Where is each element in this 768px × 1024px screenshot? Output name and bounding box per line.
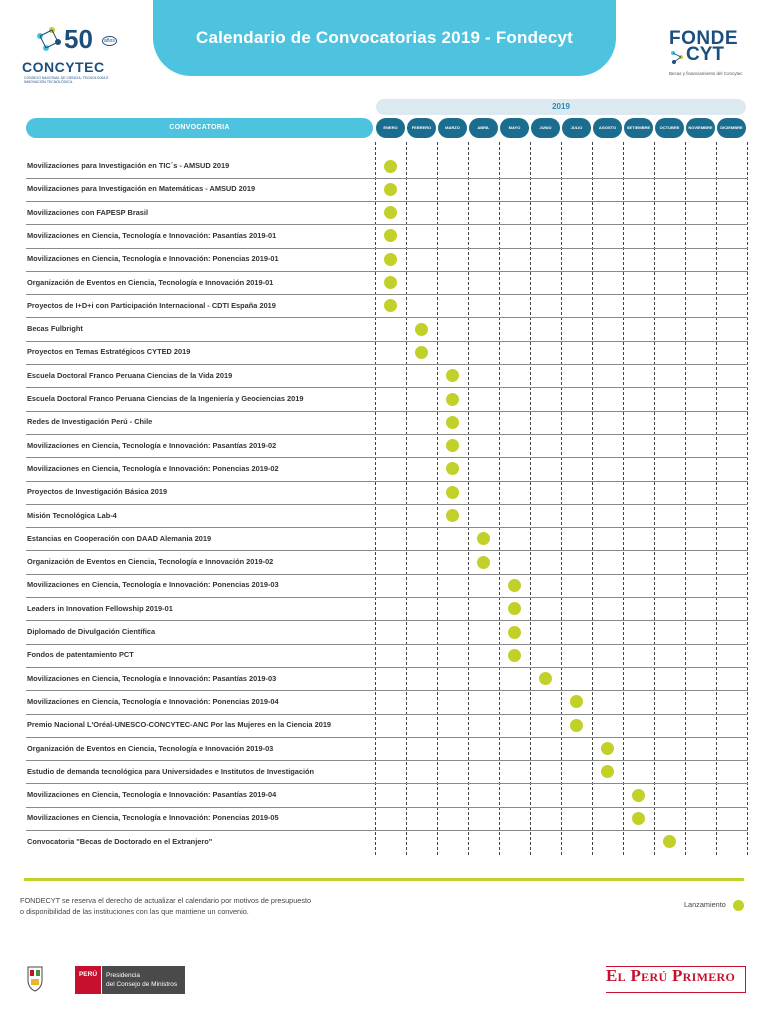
column-divider bbox=[623, 142, 624, 855]
row-divider bbox=[26, 294, 748, 295]
pcm-logo bbox=[27, 966, 178, 994]
launch-dot bbox=[384, 276, 397, 289]
slogan: El Perú Primero bbox=[606, 966, 736, 985]
row-divider bbox=[26, 504, 748, 505]
launch-dot bbox=[570, 695, 583, 708]
launch-dot bbox=[446, 439, 459, 452]
row-divider bbox=[26, 248, 748, 249]
month-header: FEBRERO bbox=[407, 118, 436, 138]
year-bar: 2019 bbox=[376, 99, 746, 115]
row-divider bbox=[26, 644, 748, 645]
row-label: Convocatoria "Becas de Doctorado en el Extranjero" bbox=[27, 836, 213, 846]
launch-dot bbox=[446, 509, 459, 522]
month-header: OCTUBRE bbox=[655, 118, 684, 138]
launch-dot bbox=[415, 323, 428, 336]
launch-dot bbox=[384, 183, 397, 196]
row-label: Redes de Investigación Perú - Chile bbox=[27, 417, 153, 427]
row-divider bbox=[26, 714, 748, 715]
footer-note-line1: FONDECYT se reserva el derecho de actualizar el calendario por motivos de presupuesto bbox=[20, 896, 312, 905]
footer-divider bbox=[24, 878, 744, 881]
launch-dot bbox=[415, 346, 428, 359]
column-divider bbox=[468, 142, 469, 855]
month-header: ENERO bbox=[376, 118, 405, 138]
pcm-peru: PERÚ bbox=[75, 966, 101, 994]
month-header: DICIEMBRE bbox=[717, 118, 746, 138]
row-label: Estudio de demanda tecnológica para Universidades e Institutos de Investigación bbox=[27, 766, 315, 776]
launch-dot bbox=[384, 299, 397, 312]
row-label: Movilizaciones en Ciencia, Tecnología e Innovación: Pasantías 2019-01 bbox=[27, 230, 277, 240]
pcm-line1: Presidencia bbox=[106, 972, 140, 979]
row-label: Movilizaciones para Investigación en TIC´s - AMSUD 2019 bbox=[27, 161, 230, 170]
column-divider bbox=[561, 142, 562, 855]
row-divider bbox=[26, 271, 748, 272]
row-label: Movilizaciones en Ciencia, Tecnología e Innovación: Ponencias 2019-03 bbox=[27, 580, 279, 590]
row-label: Movilizaciones en Ciencia, Tecnología e Innovación: Pasantías 2019-02 bbox=[27, 440, 277, 450]
row-divider bbox=[26, 597, 748, 598]
row-label: Movilizaciones en Ciencia, Tecnología e Innovación: Ponencias 2019-02 bbox=[27, 463, 279, 473]
column-divider bbox=[375, 142, 376, 855]
row-divider bbox=[26, 667, 748, 668]
page-title: Calendario de Convocatorias 2019 - Fondecyt bbox=[195, 28, 574, 47]
month-header: MAYO bbox=[500, 118, 529, 138]
row-divider bbox=[26, 760, 748, 761]
column-divider bbox=[530, 142, 531, 855]
column-divider bbox=[592, 142, 593, 855]
row-label: Movilizaciones en Ciencia, Tecnología e Innovación: Ponencias 2019-05 bbox=[27, 813, 279, 823]
launch-dot bbox=[508, 626, 521, 639]
row-divider bbox=[26, 550, 748, 551]
footer-note bbox=[20, 895, 380, 917]
launch-dot bbox=[477, 556, 490, 569]
month-header: JULIO bbox=[562, 118, 591, 138]
row-label: Misión Tecnológica Lab-4 bbox=[27, 510, 117, 520]
row-label: Premio Nacional L'Oréal-UNESCO-CONCYTEC-ANC Por las Mujeres en la Ciencia 2019 bbox=[27, 720, 332, 730]
row-label: Movilizaciones en Ciencia, Tecnología e Innovación: Ponencias 2019-04 bbox=[27, 696, 279, 706]
fondecyt-line2: CYT bbox=[686, 44, 724, 65]
column-divider bbox=[654, 142, 655, 855]
fondecyt-line1: FONDE bbox=[669, 28, 738, 49]
row-divider bbox=[26, 201, 748, 202]
pcm-line2: del Consejo de Ministros bbox=[106, 981, 178, 988]
row-label: Movilizaciones con FAPESP Brasil bbox=[27, 207, 149, 217]
row-divider bbox=[26, 574, 748, 575]
shield-icon bbox=[27, 966, 43, 992]
row-divider bbox=[26, 317, 748, 318]
launch-dot bbox=[508, 602, 521, 615]
row-divider bbox=[26, 620, 748, 621]
month-header: JUNIO bbox=[531, 118, 560, 138]
row-divider bbox=[26, 387, 748, 388]
row-label: Diplomado de Divulgación Científica bbox=[27, 627, 156, 636]
column-divider bbox=[716, 142, 717, 855]
row-divider bbox=[26, 224, 748, 225]
row-label: Leaders in Innovation Fellowship 2019-01 bbox=[27, 603, 173, 613]
launch-dot bbox=[477, 532, 490, 545]
month-header: SETIEMBRE bbox=[624, 118, 653, 138]
concytec-subtitle: CONSEJO NACIONAL DE CIENCIA, TECNOLOGÍA E INNOVACIÓN TECNOLÓGICA bbox=[24, 76, 109, 84]
launch-dot bbox=[384, 253, 397, 266]
molecule-icon bbox=[34, 26, 64, 56]
title-banner bbox=[153, 0, 616, 76]
launch-dot bbox=[446, 462, 459, 475]
column-divider bbox=[685, 142, 686, 855]
row-divider bbox=[26, 364, 748, 365]
row-label: Movilizaciones para Investigación en Matemáticas - AMSUD 2019 bbox=[27, 184, 256, 194]
row-label: Becas Fulbright bbox=[27, 324, 83, 334]
row-label: Fondos de patentamiento PCT bbox=[27, 650, 134, 660]
launch-dot bbox=[632, 812, 645, 825]
pcm-text bbox=[102, 966, 185, 994]
launch-dot bbox=[508, 649, 521, 662]
launch-dot bbox=[601, 765, 614, 778]
row-divider bbox=[26, 830, 748, 831]
legend-label: Lanzamiento bbox=[684, 900, 726, 909]
row-label: Proyectos de I+D+i con Participación Internacional - CDTI España 2019 bbox=[27, 300, 276, 310]
launch-dot bbox=[570, 719, 583, 732]
row-divider bbox=[26, 434, 748, 435]
row-label: Organización de Eventos en Ciencia, Tecnología e Innovación 2019-03 bbox=[27, 743, 274, 753]
launch-dot bbox=[446, 416, 459, 429]
launch-dot bbox=[632, 789, 645, 802]
launch-dot bbox=[446, 486, 459, 499]
row-label: Estancias en Cooperación con DAAD Alemania 2019 bbox=[27, 533, 212, 543]
row-divider bbox=[26, 411, 748, 412]
row-label: Movilizaciones en Ciencia, Tecnología e Innovación: Ponencias 2019-01 bbox=[27, 254, 279, 264]
fondecyt-logo bbox=[668, 28, 748, 84]
column-divider bbox=[747, 142, 748, 855]
concytec-50: 50 bbox=[64, 24, 93, 54]
launch-dot bbox=[539, 672, 552, 685]
column-divider bbox=[437, 142, 438, 855]
launch-dot bbox=[446, 369, 459, 382]
molecule-icon bbox=[668, 48, 686, 66]
row-divider bbox=[26, 807, 748, 808]
column-divider bbox=[499, 142, 500, 855]
row-divider bbox=[26, 737, 748, 738]
row-divider bbox=[26, 527, 748, 528]
launch-dot bbox=[446, 393, 459, 406]
row-label: Proyectos en Temas Estratégicos CYTED 2019 bbox=[27, 347, 191, 357]
row-label: Movilizaciones en Ciencia, Tecnología e Innovación: Pasantías 2019-04 bbox=[27, 790, 277, 800]
row-divider bbox=[26, 341, 748, 342]
row-label: Escuela Doctoral Franco Peruana Ciencias de la Vida 2019 bbox=[27, 370, 233, 380]
month-header: AGOSTO bbox=[593, 118, 622, 138]
row-label: Escuela Doctoral Franco Peruana Ciencias de la Ingeniería y Geociencias 2019 bbox=[27, 394, 304, 403]
row-divider bbox=[26, 457, 748, 458]
column-divider bbox=[406, 142, 407, 855]
row-divider bbox=[26, 481, 748, 482]
el-peru-primero-logo bbox=[606, 966, 746, 994]
row-divider bbox=[26, 178, 748, 179]
row-label: Proyectos de Investigación Básica 2019 bbox=[27, 487, 168, 497]
launch-dot bbox=[384, 229, 397, 242]
fondecyt-tagline: Becas y financiamiento del Concytec bbox=[669, 71, 743, 76]
row-label: Movilizaciones en Ciencia, Tecnología e Innovación: Pasantías 2019-03 bbox=[27, 673, 277, 683]
launch-dot bbox=[663, 835, 676, 848]
month-header: ABRIL bbox=[469, 118, 498, 138]
row-label: Organización de Eventos en Ciencia, Tecnología e Innovación 2019-01 bbox=[27, 277, 274, 287]
launch-dot bbox=[384, 160, 397, 173]
row-divider bbox=[26, 783, 748, 784]
launch-dot bbox=[384, 206, 397, 219]
month-header: MARZO bbox=[438, 118, 467, 138]
concytec-word: CONCYTEC bbox=[22, 59, 105, 75]
row-label: Organización de Eventos en Ciencia, Tecnología e Innovación 2019-02 bbox=[27, 557, 274, 567]
launch-dot bbox=[508, 579, 521, 592]
concytec-anos: años bbox=[104, 38, 115, 44]
footer-note-line2: o disponibilidad de las instituciones con las que mantiene un convenio. bbox=[20, 907, 249, 916]
convocatoria-header: CONVOCATORIA bbox=[26, 118, 373, 138]
concytec-logo bbox=[20, 22, 120, 84]
launch-dot bbox=[601, 742, 614, 755]
row-divider bbox=[26, 690, 748, 691]
month-header: NOVIEMBRE bbox=[686, 118, 715, 138]
legend-dot-icon bbox=[733, 900, 744, 911]
